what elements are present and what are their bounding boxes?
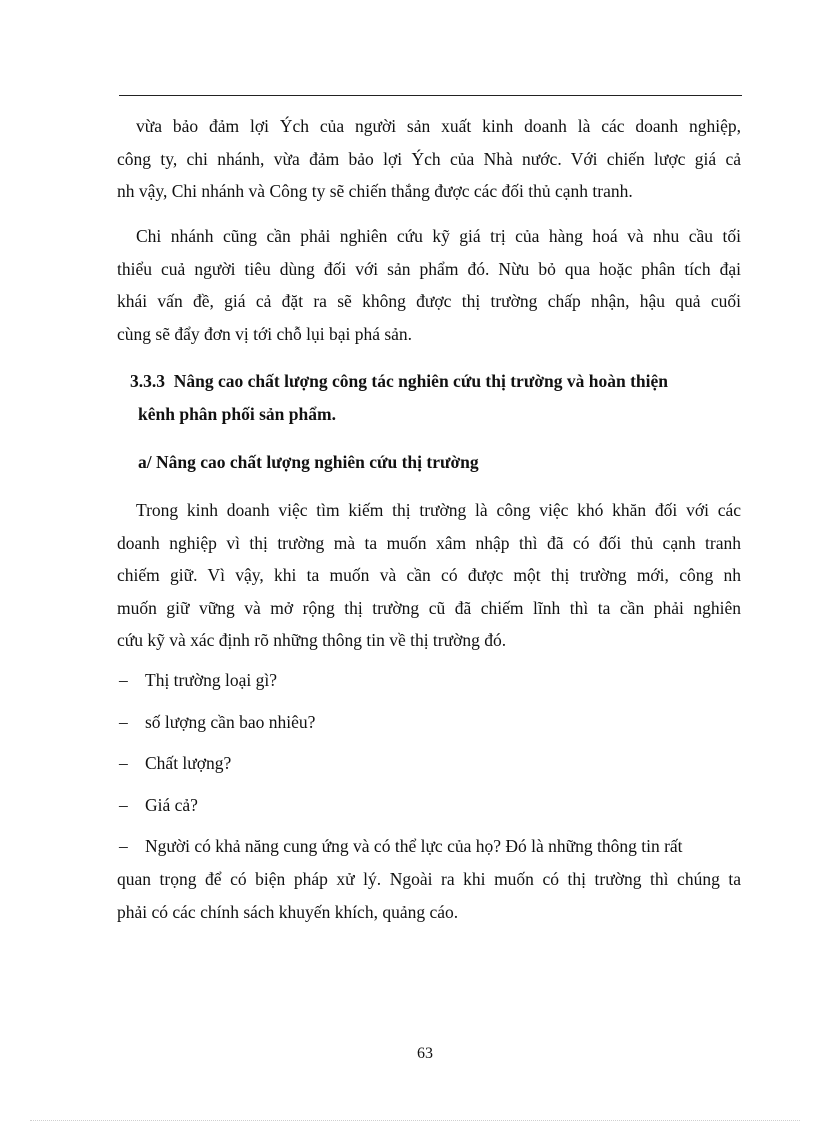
header-rule (119, 95, 742, 96)
bullet-dash: – (119, 836, 128, 856)
paragraph-line: muốn giữ vững và mở rộng thị trường cũ đã chiếm lĩnh thì ta cần phải nghiên (117, 597, 741, 618)
paragraph-line: công ty, chi nhánh, vừa đảm bảo lợi Ých của Nhà nước. Với chiến lược giá cả (117, 148, 741, 169)
bullet-text: số lượng cần bao nhiêu? (145, 712, 316, 732)
subheading (138, 446, 479, 479)
paragraph-line: khái vấn đề, giá cả đặt ra sẽ không được thị trường chấp nhận, hậu quả cuối (117, 291, 741, 311)
paragraph-line: doanh nghiệp vì thị trường mà ta muốn xâm nhập thì đã có đối thủ cạnh tranh (117, 532, 741, 553)
paragraph-line: cứu kỹ và xác định rõ những thông tin về thị trường đó. (117, 630, 507, 650)
bullet-text: Chất lượng? (145, 753, 232, 773)
bullet-item (119, 747, 231, 780)
bullet-item (119, 706, 315, 739)
section-heading-line-2 (138, 398, 336, 431)
paragraph-line: chiếm giữ. Vì vậy, khi ta muốn và cần có được một thị trường mới, công nh (117, 565, 741, 585)
bullet-text: Giá cả? (145, 795, 198, 815)
paragraph-line: Chi nhánh cũng cần phải nghiên cứu kỹ giá trị của hàng hoá và nhu cầu tối (136, 226, 741, 246)
subheading-text: a/ Nâng cao chất lượng nghiên cứu thị trường (138, 452, 479, 472)
paragraph-1 (117, 110, 741, 208)
bullet-text: Người có khả năng cung ứng và có thể lực của họ? Đó là những thông tin rất (145, 836, 683, 856)
bullet-dash: – (119, 670, 128, 690)
paragraph-line: phải có các chính sách khuyến khích, quảng cáo. (117, 901, 459, 922)
paragraph-4 (117, 863, 741, 928)
section-number: 3.3.3 (130, 371, 165, 391)
section-title-line-1: Nâng cao chất lượng công tác nghiên cứu thị trường và hoàn thiện (173, 371, 669, 391)
footer-divider (30, 1120, 800, 1121)
bullet-item (119, 830, 683, 863)
bullet-dash: – (119, 712, 128, 732)
page-number: 63 (417, 1045, 433, 1062)
section-title-line-2: kênh phân phối sản phẩm. (138, 404, 336, 424)
section-heading (130, 365, 668, 398)
paragraph-line: cùng sẽ đẩy đơn vị tới chỗ lụi bại phá sản. (117, 323, 413, 344)
paragraph-3 (117, 494, 741, 657)
bullet-item (119, 664, 277, 697)
paragraph-line: nh vậy, Chi nhánh và Công ty sẽ chiến thắng được các đối thủ cạnh tranh. (117, 181, 633, 201)
bullet-text: Thị trường loại gì? (145, 670, 277, 690)
paragraph-2 (117, 220, 741, 350)
paragraph-line: thiểu cuả người tiêu dùng đối với sản phẩm đó. Nừu bỏ qua hoặc phân tích đại (117, 258, 741, 279)
bullet-dash: – (119, 795, 128, 815)
bullet-item (119, 789, 198, 822)
paragraph-line: quan trọng để có biện pháp xử lý. Ngoài ra khi muốn có thị trường thì chúng ta (117, 869, 741, 889)
bullet-dash: – (119, 753, 128, 773)
paragraph-line: vừa bảo đảm lợi Ých của người sản xuất kinh doanh là các doanh nghiệp, (136, 116, 741, 136)
paragraph-line: Trong kinh doanh việc tìm kiếm thị trường là công việc khó khăn đối với các (136, 500, 741, 520)
